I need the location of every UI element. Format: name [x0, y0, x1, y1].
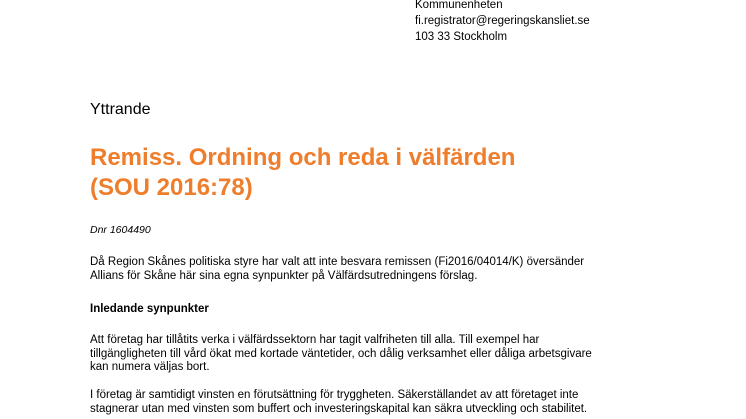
section-heading: Inledande synpunkter: [90, 303, 209, 315]
title-line-2: (SOU 2016:78): [90, 174, 253, 201]
paragraph-2-line-2: stagnerar utan med vinsten som buffert och investeringskapital kan säkra utveckling och stabilitet.: [90, 402, 588, 415]
address-email: fi.registrator@regeringskansliet.se: [415, 15, 590, 27]
paragraph-2: [90, 389, 690, 416]
address-postal: 103 33 Stockholm: [415, 31, 508, 43]
paragraph-1: [90, 334, 690, 375]
intro-line-1: Då Region Skånes politiska styre har valt att inte besvara remissen (Fi2016/04014/K) översänder: [90, 256, 585, 268]
intro-paragraph: [90, 256, 690, 283]
intro-line-2: Allians för Skåne här sina egna synpunkter på Välfärdsutredningens förslag.: [90, 269, 478, 282]
paragraph-2-line-1: I företag är samtidigt vinsten en förutsättning för tryggheten. Säkerställandet av att företaget inte: [90, 389, 579, 401]
address-department: Kommunenheten: [415, 0, 503, 11]
paragraph-1-line-3: kan numera väljas bort.: [90, 361, 210, 373]
title-line-1: Remiss. Ordning och reda i välfärden: [90, 144, 516, 171]
paragraph-1-line-1: Att företag har tillåtits verka i välfärdssektorn har tagit valfriheten till alla. Till exempel har: [90, 334, 540, 346]
reference-number: Dnr 1604490: [90, 224, 151, 236]
recipient-address: [415, 0, 590, 45]
document-type: Yttrande: [90, 101, 151, 118]
document-title: [90, 143, 710, 203]
paragraph-1-line-2: tillgängligheten till vård ökat med kortade väntetider, och dålig verksamhet eller dåliga arbetsgivare: [90, 347, 592, 360]
